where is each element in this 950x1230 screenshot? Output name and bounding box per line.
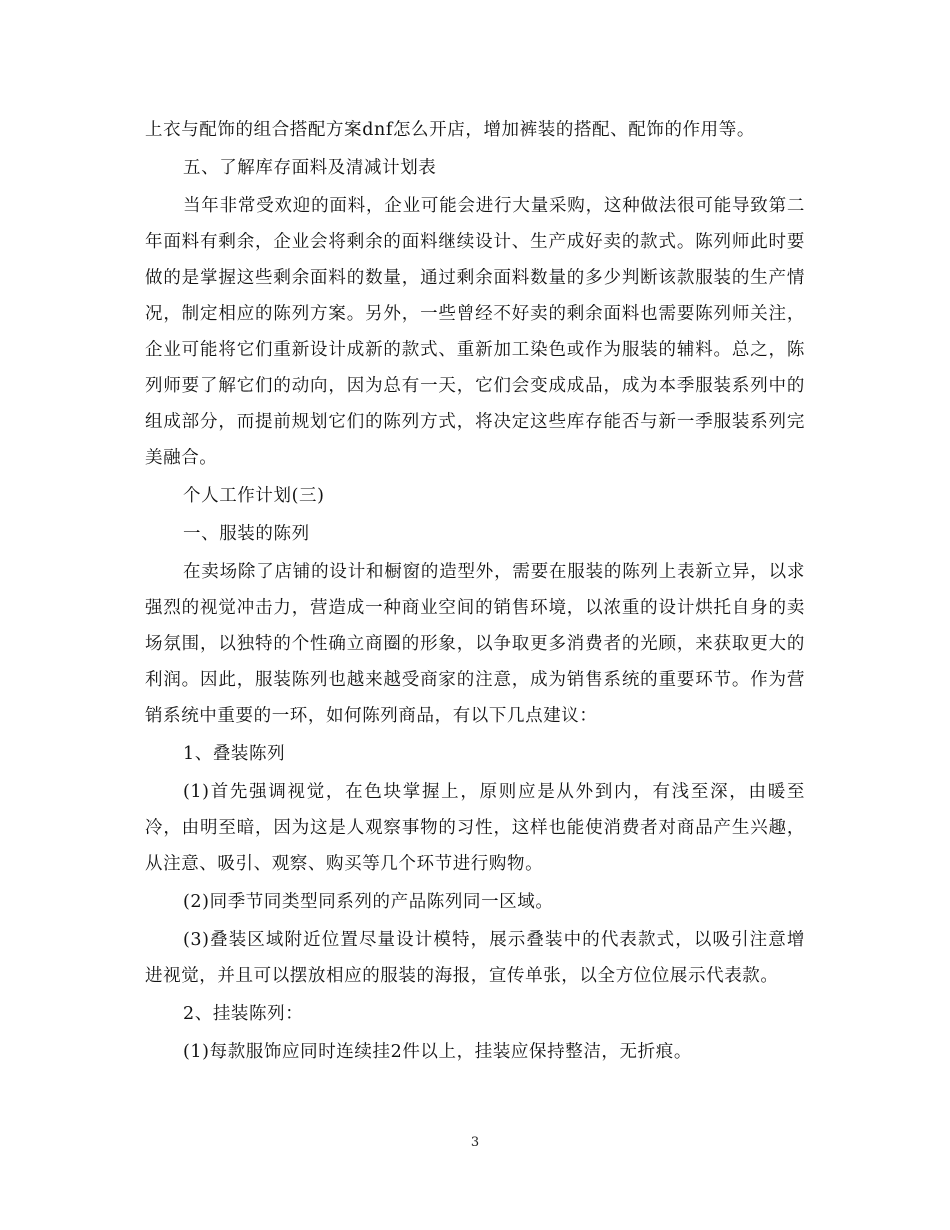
document-body xyxy=(145,112,805,1072)
paragraph-display-intro: 在卖场除了店铺的设计和橱窗的造型外，需要在服装的陈列上表新立异，以求强烈的视觉冲击力，营造成一种商业空间的销售环境，以浓重的设计烘托自身的卖场氛围，以独特的个性确立商圈的形象，以争取更多消费者的光顾，来获取更大的利润。因此，服装陈列也越来越受商家的注意，成为销售系统的重要环节。作为营销系统中重要的一环，如何陈列商品，有以下几点建议： xyxy=(145,562,805,726)
section-heading-display: 一、服装的陈列 xyxy=(183,524,310,544)
subheading-folded-display: 1、叠装陈列 xyxy=(183,744,286,764)
plan-heading-three: 个人工作计划(三) xyxy=(183,486,325,506)
paragraph-1: 上衣与配饰的组合搭配方案dnf怎么开店，增加裤装的搭配、配饰的作用等。 xyxy=(145,120,755,140)
paragraph-fabric-surplus: 当年非常受欢迎的面料，企业可能会进行大量采购，这种做法很可能导致第二年面料有剩余，企业会将剩余的面料继续设计、生产成好卖的款式。陈列师此时要做的是掌握这些剩余面料的数量，通过剩余面料数量的多少判断该款服装的生产情况，制定相应的陈列方案。另外，一些曾经不好卖的剩余面料也需要陈列师关注，企业可能将它们重新设计成新的款式、重新加工染色或作为服装的辅料。总之，陈列师要了解它们的动向，因为总有一天，它们会变成成品，成为本季服装系列中的组成部分，而提前规划它们的陈列方式，将决定这些库存能否与新一季服装系列完美融合。 xyxy=(145,196,805,468)
paragraph-folded-3: (3)叠装区域附近位置尽量设计模特，展示叠装中的代表款式，以吸引注意增进视觉，并且可以摆放相应的服装的海报，宣传单张，以全方位位展示代表款。 xyxy=(145,930,805,986)
paragraph-folded-1: (1)首先强调视觉，在色块掌握上，原则应是从外到内，有浅至深，由暖至冷，由明至暗，因为这是人观察事物的习性，这样也能使消费者对商品产生兴趣，从注意、吸引、观察、购买等几个环节进行购物。 xyxy=(145,782,805,874)
page-number: 3 xyxy=(470,1135,480,1150)
paragraph-hanging-1: (1)每款服饰应同时连续挂2件以上，挂装应保持整洁，无折痕。 xyxy=(183,1042,692,1062)
subheading-hanging-display: 2、挂装陈列： xyxy=(183,1004,304,1024)
paragraph-folded-2: (2)同季节同类型同系列的产品陈列同一区域。 xyxy=(183,892,554,912)
section-heading-inventory: 五、了解库存面料及清减计划表 xyxy=(183,158,437,178)
